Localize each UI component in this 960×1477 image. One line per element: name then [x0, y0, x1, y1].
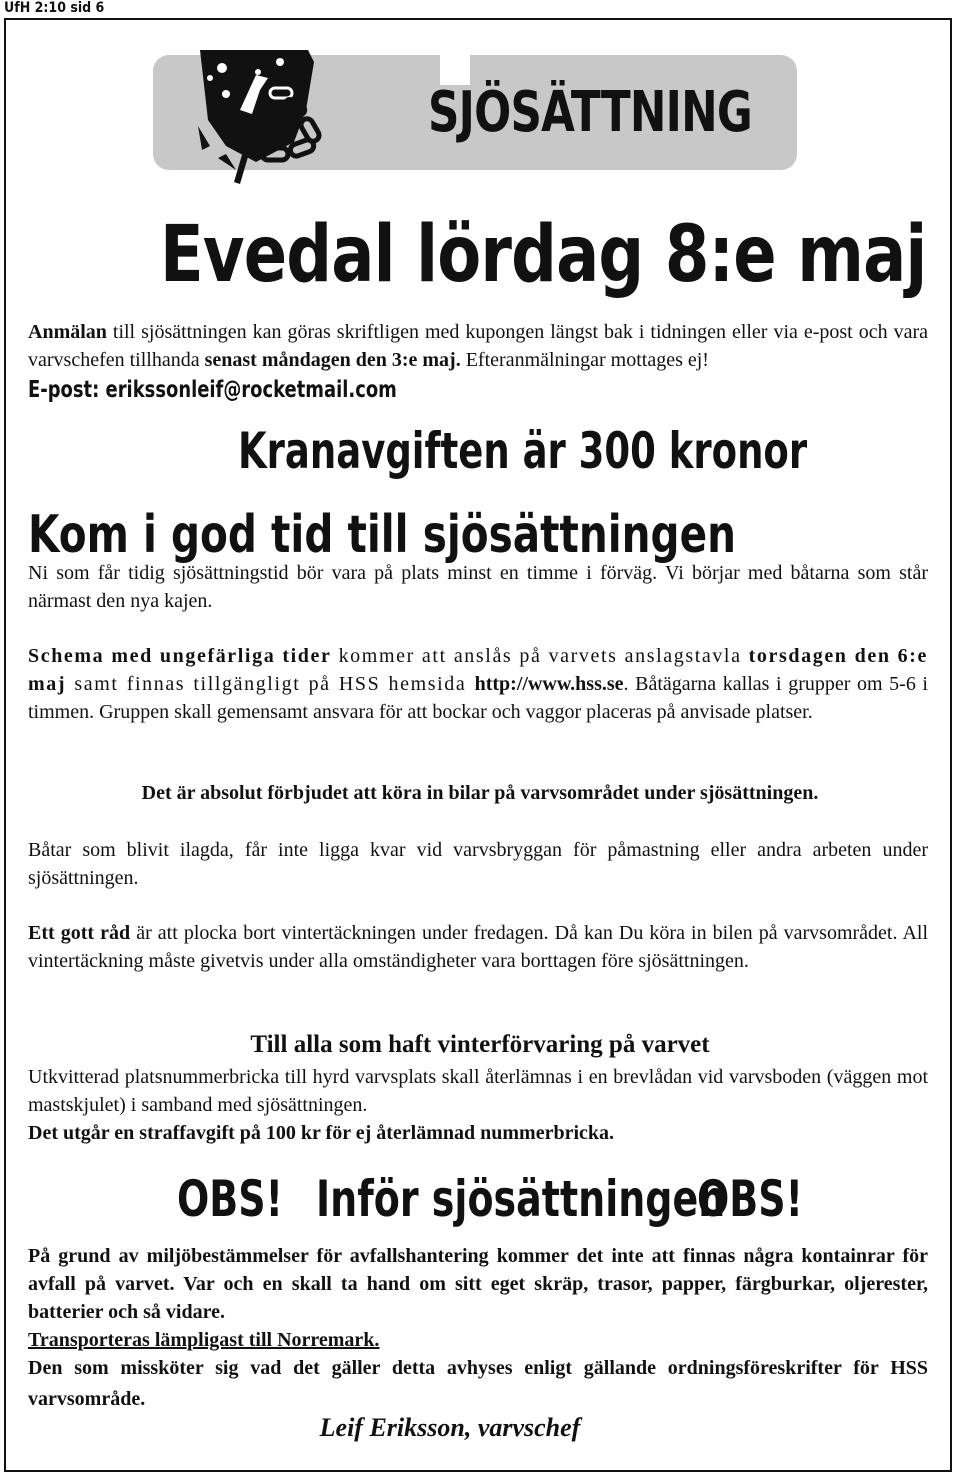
no-cars-notice: Det är absolut förbjudet att köra in bilar på varvsområdet under sjösättningen.: [141, 782, 819, 804]
email-line: E-post: erikssonleif@rocketmail.com: [28, 377, 397, 403]
pier-paragraph: Båtar som blivit ilagda, får inte ligga kvar vid varvsbryggan för påmastning eller andra arbeten under sjösättningen.: [28, 839, 928, 889]
advice-paragraph: Ett gott råd är att plocka bort vintertäckningen under fredagen. Då kan Du köra in bilen på varvsområdet. All vintertäckning måste givetvis under alla omständigheter vara borttagen före sjösättningen.: [28, 922, 929, 972]
intro-lead: Anmälan: [28, 321, 107, 343]
winter-paragraph: Utkvitterad platsnummerbricka till hyrd varvsplats skall återlämnas i en brevlådan vid varvsboden (väggen mot mastskjulet) i samband med sjösättningen.: [28, 1066, 928, 1116]
early-heading: Kom i god tid till sjösättningen: [28, 505, 736, 565]
obs-left: OBS!: [177, 1170, 283, 1228]
headline: Evedal lördag 8:e maj: [160, 210, 927, 300]
intro-paragraph: [28, 318, 928, 374]
signature: Leif Eriksson, varvschef: [319, 1413, 581, 1442]
early-paragraph: Ni som får tidig sjösättningstid bör vara på plats minst en timme i förväg. Vi börjar med båtarna som står närmast den nya kajen.: [28, 562, 928, 612]
obs-heading: Inför sjösättningen: [316, 1170, 726, 1228]
obs-right: OBS!: [697, 1170, 803, 1228]
waste-paragraph: På grund av miljöbestämmelser för avfallshantering kommer det inte att finnas några kontainrar för avfall på varvet. Var och en skall ta hand om sitt eget skräp, trasor, papper, färgburkar, oljerester, batterier och så vidare.: [28, 1245, 928, 1323]
intro-text: till sjösättningen kan göras skriftligen med kupongen längst bak i tidningen eller via e-post och vara varvschefen tillhanda: [28, 321, 928, 371]
warning-paragraph: Den som missköter sig vad det gäller detta avhyses enligt gällande ordningsföreskrifter för HSS varvsområde.: [28, 1357, 928, 1410]
winter-heading: Till alla som haft vinterförvaring på varvet: [250, 1031, 710, 1058]
intro-text-2: Efteranmälningar mottages ej!: [460, 349, 709, 371]
fee-heading: Kranavgiften är 300 kronor: [238, 422, 808, 480]
advice-lead: Ett gott råd: [28, 922, 131, 944]
intro-deadline: senast måndagen den 3:e maj.: [204, 349, 461, 371]
website-link[interactable]: http://www.hss.se: [474, 673, 624, 695]
anchor-chain-icon: [196, 50, 336, 185]
banner-title: SJÖSÄTTNING: [428, 80, 752, 145]
schedule-date: torsdagen den 6:e maj: [28, 645, 928, 695]
transport-line: Transporteras lämpligast till Norremark.: [28, 1329, 380, 1351]
schedule-lead: Schema med ungefärliga tider: [28, 645, 332, 667]
page-reference: UfH 2:10 sid 6: [4, 0, 105, 16]
schedule-paragraph: Schema med ungefärliga tider kommer att anslås på varvets anslagstavla torsdagen den 6:e maj samt finnas tillgängligt på HSS hemsida http://www.hss.se. Båtägarna kallas i grupper om 5-6 i timmen. Gruppen skall gemensamt ansvara för att bockar och vaggor placeras på anvisade platser.: [28, 645, 928, 723]
penalty-line: Det utgår en straffavgift på 100 kr för ej återlämnad nummerbricka.: [28, 1122, 615, 1144]
